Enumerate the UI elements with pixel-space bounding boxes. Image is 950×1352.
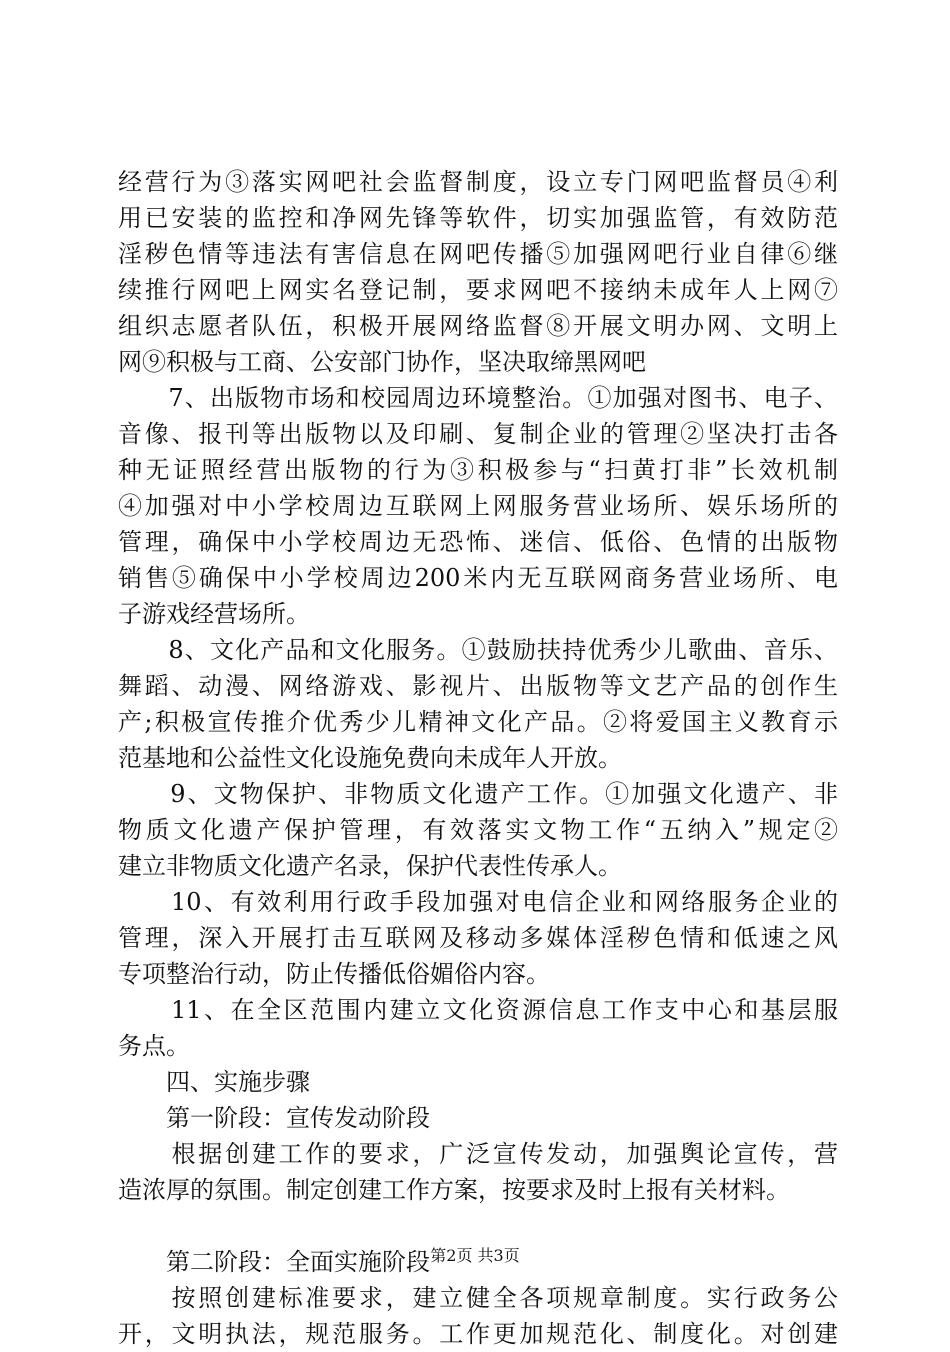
text-line: 组织志愿者队伍，积极开展网络监督⑧开展文明办网、文明上 bbox=[118, 312, 838, 340]
text-line: 管理，深入开展打击互联网及移动多媒体淫秽色情和低速之风 bbox=[118, 924, 838, 952]
page-footer: 第2页 共3页 bbox=[430, 1246, 520, 1265]
text-line: 10、有效利用行政手段加强对电信企业和网络服务企业的 bbox=[118, 888, 838, 916]
text-line: 网⑨积极与工商、公安部门协作，坚决取缔黑网吧 bbox=[118, 348, 646, 376]
blank-line bbox=[118, 1208, 838, 1244]
text-line: 按照创建标准要求，建立健全各项规章制度。实行政务公 bbox=[118, 1284, 838, 1312]
text-line: 音像、报刊等出版物以及印刷、复制企业的管理②坚决打击各 bbox=[118, 420, 838, 448]
text-line: 范基地和公益性文化设施免费向未成年人开放。 bbox=[118, 744, 622, 772]
text-line: 专项整治行动，防止传播低俗媚俗内容。 bbox=[118, 960, 550, 988]
text-line: 建立非物质文化遗产名录，保护代表性传承人。 bbox=[118, 852, 622, 880]
text-line: 舞蹈、动漫、网络游戏、影视片、出版物等文艺产品的创作生 bbox=[118, 672, 838, 700]
text-line: 用已安装的监控和净网先锋等软件，切实加强监管，有效防范 bbox=[118, 204, 838, 232]
text-line: 9、文物保护、非物质文化遗产工作。①加强文化遗产、非 bbox=[118, 780, 838, 808]
text-line: 管理，确保中小学校周边无恐怖、迷信、低俗、色情的出版物 bbox=[118, 528, 838, 556]
text-line: 物质文化遗产保护管理，有效落实文物工作“五纳入”规定② bbox=[118, 816, 838, 844]
text-line: 子游戏经营场所。 bbox=[118, 600, 310, 628]
text-line: 7、出版物市场和校园周边环境整治。①加强对图书、电子、 bbox=[118, 384, 838, 412]
text-line: 种无证照经营出版物的行为③积极参与“扫黄打非”长效机制 bbox=[118, 456, 838, 484]
text-line: 销售⑤确保中小学校周边200米内无互联网商务营业场所、电 bbox=[118, 564, 838, 592]
text-line: ④加强对中小学校周边互联网上网服务营业场所、娱乐场所的 bbox=[118, 492, 838, 520]
text-line: 11、在全区范围内建立文化资源信息工作支中心和基层服 bbox=[118, 996, 838, 1024]
text-line: 造浓厚的氛围。制定创建工作方案，按要求及时上报有关材料。 bbox=[118, 1176, 790, 1204]
text-line: 四、实施步骤 bbox=[118, 1068, 310, 1096]
text-line: 第一阶段：宣传发动阶段 bbox=[118, 1104, 430, 1132]
text-line: 第二阶段：全面实施阶段 bbox=[118, 1248, 430, 1276]
text-line: 淫秽色情等违法有害信息在网吧传播⑤加强网吧行业自律⑥继 bbox=[118, 240, 838, 268]
text-line: 务点。 bbox=[118, 1032, 190, 1060]
text-line: 产;积极宣传推介优秀少儿精神文化产品。②将爱国主义教育示 bbox=[118, 708, 838, 736]
text-line: 8、文化产品和文化服务。①鼓励扶持优秀少儿歌曲、音乐、 bbox=[118, 636, 838, 664]
text-line: 续推行网吧上网实名登记制，要求网吧不接纳未成年人上网⑦ bbox=[118, 276, 838, 304]
text-line: 经营行为③落实网吧社会监督制度，设立专门网吧监督员④利 bbox=[118, 168, 838, 196]
document-body bbox=[118, 164, 838, 1352]
text-line: 根据创建工作的要求，广泛宣传发动，加强舆论宣传，营 bbox=[118, 1140, 838, 1168]
text-line: 开，文明执法，规范服务。工作更加规范化、制度化。对创建 bbox=[118, 1320, 838, 1348]
